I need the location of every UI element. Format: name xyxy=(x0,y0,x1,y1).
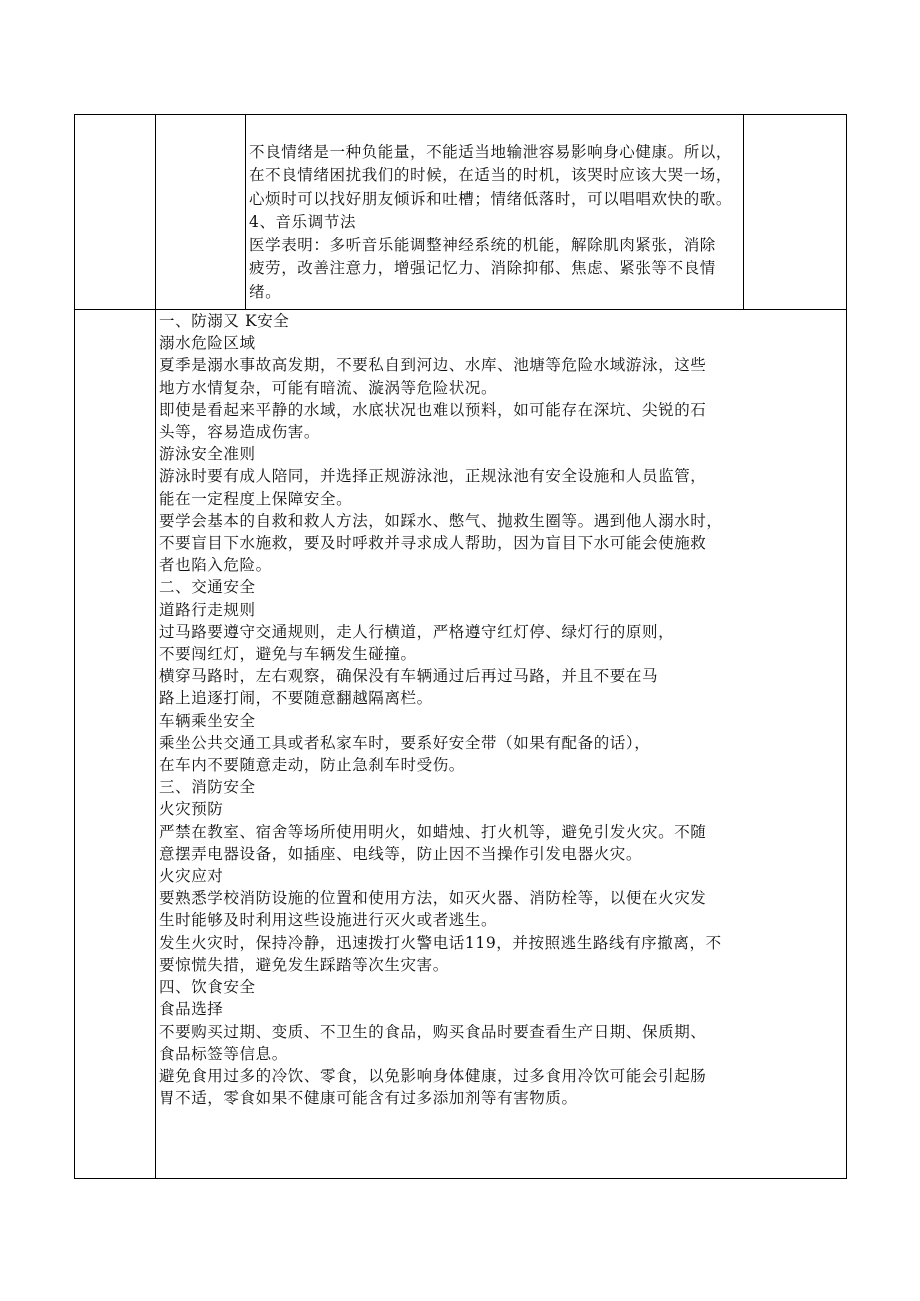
text-line: 溺水危险区域 xyxy=(159,334,256,353)
text-line: 严禁在教室、宿舍等场所使用明火，如蜡烛、打火机等，避免引发火灾。不随 xyxy=(159,822,707,841)
text-line: 食品选择 xyxy=(159,1000,224,1019)
text-line: 生时能够及时利用这些设施进行灭火或者逃生。 xyxy=(159,911,498,930)
text-line: 三、消防安全 xyxy=(159,778,256,797)
text-line: 4、音乐调节法 xyxy=(249,212,357,231)
content-cell xyxy=(156,310,847,1179)
empty-cell xyxy=(75,115,156,310)
text-line: 在车内不要随意走动，防止急刹车时受伤。 xyxy=(159,756,465,775)
text-line: 要学会基本的自救和救人方法，如踩水、憋气、抛救生圈等。遇到他人溺水时， xyxy=(159,511,723,530)
text-line: 绪。 xyxy=(249,282,282,301)
text-line: 头等，容易造成伤害。 xyxy=(159,423,321,442)
document-table xyxy=(74,114,847,1179)
emotion-text-block xyxy=(246,115,743,304)
text-line: 夏季是溺水事故高发期，不要私自到河边、水库、池塘等危险水域游泳，这些 xyxy=(159,356,707,375)
empty-cell xyxy=(744,115,847,310)
text-line: 车辆乘坐安全 xyxy=(159,711,256,730)
text-line: 火灾应对 xyxy=(159,867,224,886)
text-line: 不良情绪是一种负能量，不能适当地输泄容易影响身心健康。所以， xyxy=(249,143,733,161)
text-line: 火灾预防 xyxy=(159,800,224,819)
text-line: 不要闯红灯，避免与车辆发生碰撞。 xyxy=(159,645,417,664)
text-line: 要熟悉学校消防设施的位置和使用方法，如灭火器、消防栓等，以便在火灾发 xyxy=(159,889,707,908)
text-line: 道路行走规则 xyxy=(159,600,256,619)
text-line: 路上追逐打闹，不要随意翻越隔离栏。 xyxy=(159,689,433,708)
text-line: 地方水情复杂，可能有暗流、漩涡等危险状况。 xyxy=(159,378,498,397)
text-line: 过马路要遵守交通规则，走人行横道，严格遵守红灯停、绿灯行的原则， xyxy=(159,622,675,641)
empty-cell xyxy=(156,115,246,310)
safety-text-block xyxy=(156,310,846,1109)
text-line: 乘坐公共交通工具或者私家车时，要系好安全带（如果有配备的话）， xyxy=(159,733,651,752)
text-line: 者也陷入危险。 xyxy=(159,556,272,575)
text-line: 发生火灾时，保持冷静，迅速拨打火警电话119，并按照逃生路线有序撤离，不 xyxy=(159,933,722,952)
text-line: 胃不适，零食如果不健康可能含有过多添加剂等有害物质。 xyxy=(159,1089,578,1108)
text-line: 食品标签等信息。 xyxy=(159,1044,288,1063)
text-line: 能在一定程度上保障安全。 xyxy=(159,489,353,508)
text-line: 游泳时要有成人陪同，并选择正规游泳池，正规泳池有安全设施和人员监管， xyxy=(159,467,707,486)
text-line: 一、防溺又 K安全 xyxy=(159,312,290,330)
text-line: 二、交通安全 xyxy=(159,578,256,597)
table-row xyxy=(75,310,847,1179)
content-cell xyxy=(246,115,744,310)
table-row xyxy=(75,115,847,310)
text-line: 在不良情绪困扰我们的时候，在适当的时机，该哭时应该大哭一场， xyxy=(249,166,733,185)
text-line: 避免食用过多的冷饮、零食，以免影响身体健康，过多食用冷饮可能会引起肠 xyxy=(159,1066,707,1085)
text-line: 横穿马路时，左右观察，确保没有车辆通过后再过马路，并且不要在马 xyxy=(159,667,659,686)
text-line: 心烦时可以找好朋友倾诉和吐槽；情绪低落时，可以唱唱欢快的歌。 xyxy=(249,189,733,208)
text-line: 不要盲目下水施救，要及时呼救并寻求成人帮助，因为盲目下水可能会使施救 xyxy=(159,534,707,553)
empty-cell xyxy=(75,310,156,1179)
text-line: 游泳安全准则 xyxy=(159,445,256,464)
text-line: 疲劳，改善注意力，增强记忆力、消除抑郁、焦虑、紧张等不良情 xyxy=(249,259,716,278)
text-line: 四、饮食安全 xyxy=(159,978,256,997)
text-line: 不要购买过期、变质、不卫生的食品，购买食品时要查看生产日期、保质期、 xyxy=(159,1022,707,1041)
text-line: 要惊慌失措，避免发生踩踏等次生灾害。 xyxy=(159,955,449,974)
text-line: 医学表明：多听音乐能调整神经系统的机能，解除肌肉紧张，消除 xyxy=(249,236,716,255)
text-line: 即使是看起来平静的水域，水底状况也难以预料，如可能存在深坑、尖锐的石 xyxy=(159,400,707,419)
text-line: 意摆弄电器设备，如插座、电线等，防止因不当操作引发电器火灾。 xyxy=(159,844,643,863)
